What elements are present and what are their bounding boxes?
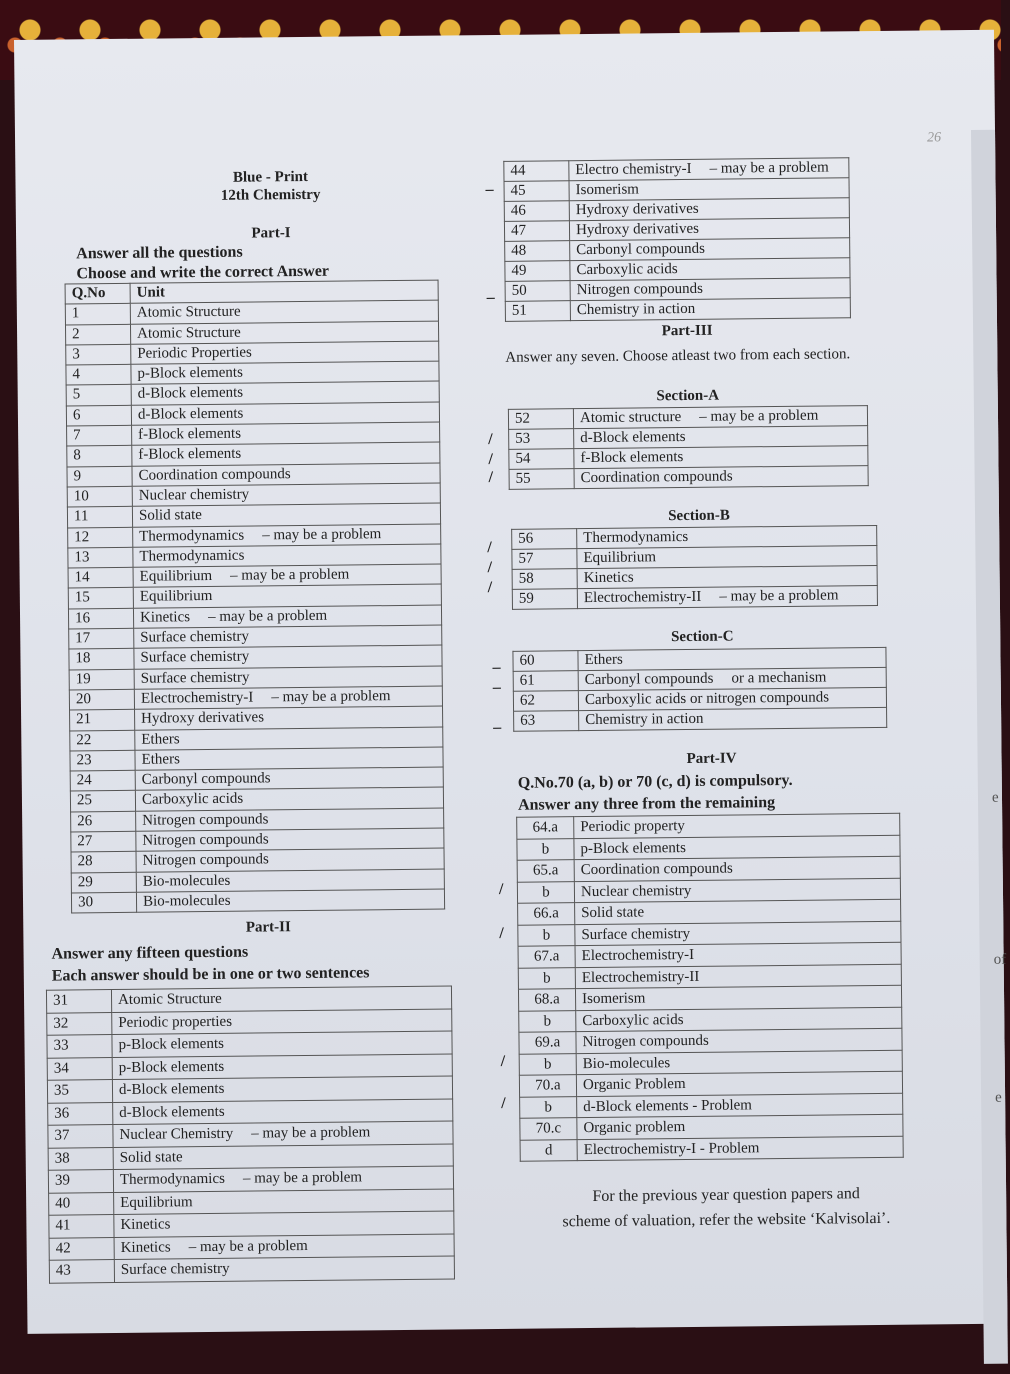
question-number: 61 [513,671,578,692]
question-number: 4 [66,364,131,385]
question-number: 68.a [518,989,575,1011]
unit-name: Ethers [141,751,180,768]
unit-name: Thermodynamics [139,527,245,545]
unit-name: Atomic structure [579,409,682,427]
table-row [509,466,868,490]
question-number: 35 [47,1080,112,1103]
part4-instruction: Answer any three from the remaining [517,794,776,814]
unit-name: Hydroxy derivatives [575,200,699,219]
unit-name: Electrochemistry-I - Problem [583,1139,760,1158]
question-number: 22 [70,730,135,751]
question-number: 13 [68,547,133,568]
question-number: 65.a [517,860,574,882]
paper-edge [971,130,1008,1364]
unit-cell [570,298,850,321]
question-number: 53 [509,429,574,450]
unit-name: Carboxylic acids [576,261,678,279]
question-number: b [518,967,575,989]
unit-name: Isomerism [575,181,640,199]
unit-name: Coordination compounds [580,468,733,487]
unit-name: Coordination compounds [580,860,733,879]
unit-name: f-Block elements [138,425,242,443]
subject-title: 12th Chemistry [220,186,321,204]
handwritten-note: – may be a problem [271,688,391,706]
question-number: 52 [508,409,573,430]
question-number: 62 [513,691,578,712]
question-number: b [518,924,575,946]
table-row [505,298,850,322]
unit-name: Electrochemistry-II [583,588,702,607]
question-number: 2 [65,324,130,345]
unit-name: Nuclear chemistry [138,486,250,504]
unit-cell [136,889,444,913]
question-number: 3 [66,344,131,365]
handwritten-note: – may be a problem [242,1169,363,1187]
check-mark-icon: – [485,180,494,199]
section-a-table [508,405,869,490]
question-number: 58 [512,569,577,590]
question-number: b [519,1010,576,1032]
unit-name: Kinetics [120,1238,171,1256]
handwritten-note: or a mechanism [731,669,827,687]
question-number: 34 [47,1057,112,1080]
unit-name: Carboxylic acids or nitrogen compounds [584,689,830,709]
unit-name: Nuclear Chemistry [119,1125,234,1143]
question-number: 8 [67,446,132,467]
page-number: 26 [926,130,942,146]
question-number: 51 [505,301,570,322]
section-b-table [511,525,878,610]
unit-name: Carboxylic acids [582,1011,684,1029]
question-number: 16 [68,608,133,629]
unit-name: Atomic Structure [136,303,241,322]
unit-cell [569,158,849,181]
part1-table [65,280,446,914]
check-mark-icon: – [493,718,502,737]
unit-name: Isomerism [581,990,646,1008]
question-number: 10 [67,486,132,507]
question-number: 50 [505,281,570,302]
unit-name: Carbonyl compounds [141,770,271,788]
unit-name: Kinetics [583,569,634,587]
table-row [71,889,444,913]
question-number: 26 [71,811,136,832]
question-number: 57 [512,549,577,570]
table-row [49,1256,454,1283]
unit-name: Equilibrium [583,549,657,567]
check-mark-icon: / [487,559,493,577]
question-number: 32 [47,1012,112,1035]
part2-table [46,985,455,1283]
question-number: 23 [70,750,135,771]
question-number: 64.a [517,817,574,839]
unit-cell [579,707,887,730]
question-number: 12 [68,527,133,548]
column-header-qno: Q.No [65,283,130,304]
question-number: 69.a [519,1032,576,1054]
unit-name: Kinetics [139,608,191,626]
part4-title: Part-IV [686,750,737,767]
question-number: 38 [48,1147,113,1170]
unit-name: Nitrogen compounds [582,1032,709,1051]
unit-name: Atomic Structure [136,324,241,342]
unit-name: Periodic property [580,818,685,836]
unit-name: Carbonyl compounds [584,670,714,689]
question-number: 45 [504,181,569,202]
question-number: 60 [513,651,578,672]
part4-table [516,813,904,1162]
question-number: 14 [68,567,133,588]
margin-mark: of [993,951,1007,968]
question-number: 1 [65,304,130,325]
unit-cell [577,1136,903,1161]
check-mark-icon: / [488,469,494,487]
unit-name: d-Block elements [119,1103,225,1121]
unit-name: Equilibrium [139,568,213,585]
question-number: 21 [70,710,135,731]
unit-cell [577,585,877,608]
handwritten-note: – may be a problem [251,1124,371,1142]
section-a-title: Section-A [656,387,720,405]
unit-name: d-Block elements - Problem [583,1096,752,1115]
unit-name: Nitrogen compounds [142,851,269,870]
part2-title: Part-II [245,919,291,936]
part1-instruction: Choose and write the correct Answer [76,262,330,283]
unit-name: d-Block elements [137,405,244,423]
question-number: 43 [49,1260,114,1283]
unit-name: Thermodynamics [139,547,245,565]
question-number: 20 [69,689,134,710]
question-number: b [517,881,574,903]
question-number: 24 [70,770,135,791]
question-number: 33 [47,1035,112,1058]
unit-name: Electro chemistry-I [575,160,692,179]
unit-name: Chemistry in action [576,300,696,319]
part1-title: Part-I [251,225,291,242]
unit-name: Thermodynamics [583,528,689,547]
question-number: 70.c [520,1118,577,1140]
section-c-table [512,647,887,732]
blue-print-title: Blue - Print [232,168,309,186]
handwritten-note: – may be a problem [709,159,829,177]
question-number: 67.a [518,946,575,968]
question-number: 47 [504,221,569,242]
margin-mark: e [995,1089,1002,1106]
question-number: 39 [48,1170,113,1193]
part1-instruction: Answer all the questions [76,243,243,263]
unit-name: Carboxylic acids [141,791,244,809]
unit-name: Hydroxy derivatives [141,709,265,727]
unit-name: Surface chemistry [140,669,250,687]
question-number: 56 [512,529,577,550]
unit-name: Electrochemistry-I [140,689,254,707]
question-number: 28 [71,852,136,873]
question-number: 18 [69,649,134,670]
unit-name: d-Block elements [137,385,244,403]
unit-name: Nitrogen compounds [576,280,703,299]
unit-name: Solid state [119,1148,183,1166]
handwritten-note: – may be a problem [207,607,328,625]
question-number: 49 [505,261,570,282]
check-mark-icon: / [487,579,493,597]
unit-cell [114,1256,454,1282]
unit-name: Carbonyl compounds [576,240,706,259]
question-number: 59 [512,589,577,610]
question-number: 44 [504,161,569,182]
question-number: 36 [48,1102,113,1125]
unit-name: Kinetics [120,1216,171,1233]
handwritten-note: – may be a problem [699,407,819,425]
check-mark-icon: / [499,924,504,942]
section-c-title: Section-C [670,628,734,646]
question-number: d [520,1139,577,1161]
unit-name: Ethers [584,651,623,669]
question-number: 66.a [518,903,575,925]
unit-name: Bio-molecules [582,1054,671,1072]
unit-name: Organic problem [583,1119,686,1137]
handwritten-note: – may be a problem [262,525,382,543]
margin-mark: e [991,789,999,806]
check-mark-icon: / [488,431,493,449]
question-number: 9 [67,466,132,487]
unit-name: p-Block elements [118,1035,224,1053]
unit-name: p-Block elements [580,839,686,857]
handwritten-note: – may be a problem [188,1237,308,1255]
check-mark-icon: – [492,678,501,697]
question-number: 15 [68,588,133,609]
handwritten-note: – may be a problem [719,587,839,605]
check-mark-icon: – [492,658,501,677]
unit-name: d-Block elements [580,428,686,447]
blue-print-sheet [14,30,1007,1334]
question-number: 6 [66,405,131,426]
unit-name: Nuclear chemistry [580,882,692,900]
unit-name: Solid state [138,507,202,524]
unit-name: Periodic Properties [137,344,252,362]
question-number: 46 [504,201,569,222]
check-mark-icon: / [488,451,493,469]
footer-line: scheme of valuation, refer the website ‘Kalvisolai’. [562,1209,891,1231]
unit-name: Atomic Structure [117,990,222,1008]
question-number: 42 [49,1237,114,1260]
table-row [514,707,887,731]
handwritten-note: – may be a problem [230,566,350,584]
unit-name: Chemistry in action [585,710,704,729]
unit-name: Surface chemistry [120,1260,230,1278]
check-mark-icon: / [487,539,492,557]
unit-name: p-Block elements [137,364,243,382]
question-number: 55 [509,469,574,490]
unit-name: Periodic properties [118,1013,233,1031]
part3-instruction: Answer any seven. Choose atleast two from each section. [505,346,851,366]
question-number: b [519,1053,576,1075]
question-number: 11 [67,507,132,528]
question-number: 19 [69,669,134,690]
unit-name: Bio-molecules [142,872,231,890]
check-mark-icon: / [501,1094,506,1112]
table-row [512,585,877,609]
unit-name: Nitrogen compounds [142,811,269,829]
unit-name: Nitrogen compounds [142,831,269,849]
unit-name: Thermodynamics [119,1170,226,1188]
question-number: b [520,1096,577,1118]
question-number: 30 [71,892,136,913]
footer-line: For the previous year question papers and [592,1185,860,1206]
table-row [520,1136,903,1162]
unit-name: Solid state [581,904,645,922]
unit-name: Coordination compounds [138,465,291,484]
unit-name: Ethers [141,730,180,748]
question-number: 17 [69,628,134,649]
question-number: 48 [505,241,570,262]
unit-name: Surface chemistry [140,648,250,667]
question-number: 29 [71,872,136,893]
footer-note [516,1180,937,1234]
unit-name: d-Block elements [118,1080,225,1098]
unit-name: Equilibrium [139,588,213,606]
unit-cell [574,466,868,489]
part2-continued-table [503,157,851,322]
check-mark-icon: / [498,880,504,898]
question-number: 63 [514,711,579,732]
check-mark-icon: – [486,288,495,307]
unit-name: Equilibrium [120,1193,193,1211]
question-number: 27 [71,831,136,852]
unit-name: f-Block elements [138,446,242,464]
part4-instruction: Q.No.70 (a, b) or 70 (c, d) is compulsory. [517,771,793,792]
question-number: 70.a [519,1075,576,1097]
unit-name: p-Block elements [118,1058,225,1076]
part3-title: Part-III [661,322,713,340]
question-number: 37 [48,1125,113,1148]
part2-instruction: Each answer should be in one or two sentences [51,964,370,985]
question-number: 54 [509,449,574,470]
question-number: 7 [67,425,132,446]
question-number: b [517,838,574,860]
check-mark-icon: / [500,1052,506,1070]
question-number: 40 [49,1192,114,1215]
unit-name: Surface chemistry [140,628,250,646]
unit-name: Bio-molecules [142,892,231,910]
section-b-title: Section-B [668,507,730,525]
unit-name: Organic Problem [582,1076,686,1094]
part2-instruction: Answer any fifteen questions [51,943,249,963]
question-number: 25 [70,791,135,812]
unit-name: Hydroxy derivatives [575,220,699,239]
question-number: 41 [49,1215,114,1238]
column-header-unit: Unit [130,280,438,304]
question-number: 5 [66,385,131,406]
unit-name: f-Block elements [580,449,684,467]
unit-name: Electrochemistry-II [581,968,700,986]
unit-name: Surface chemistry [581,925,691,943]
unit-name: Electrochemistry-I [581,946,695,965]
question-number: 31 [46,990,111,1013]
